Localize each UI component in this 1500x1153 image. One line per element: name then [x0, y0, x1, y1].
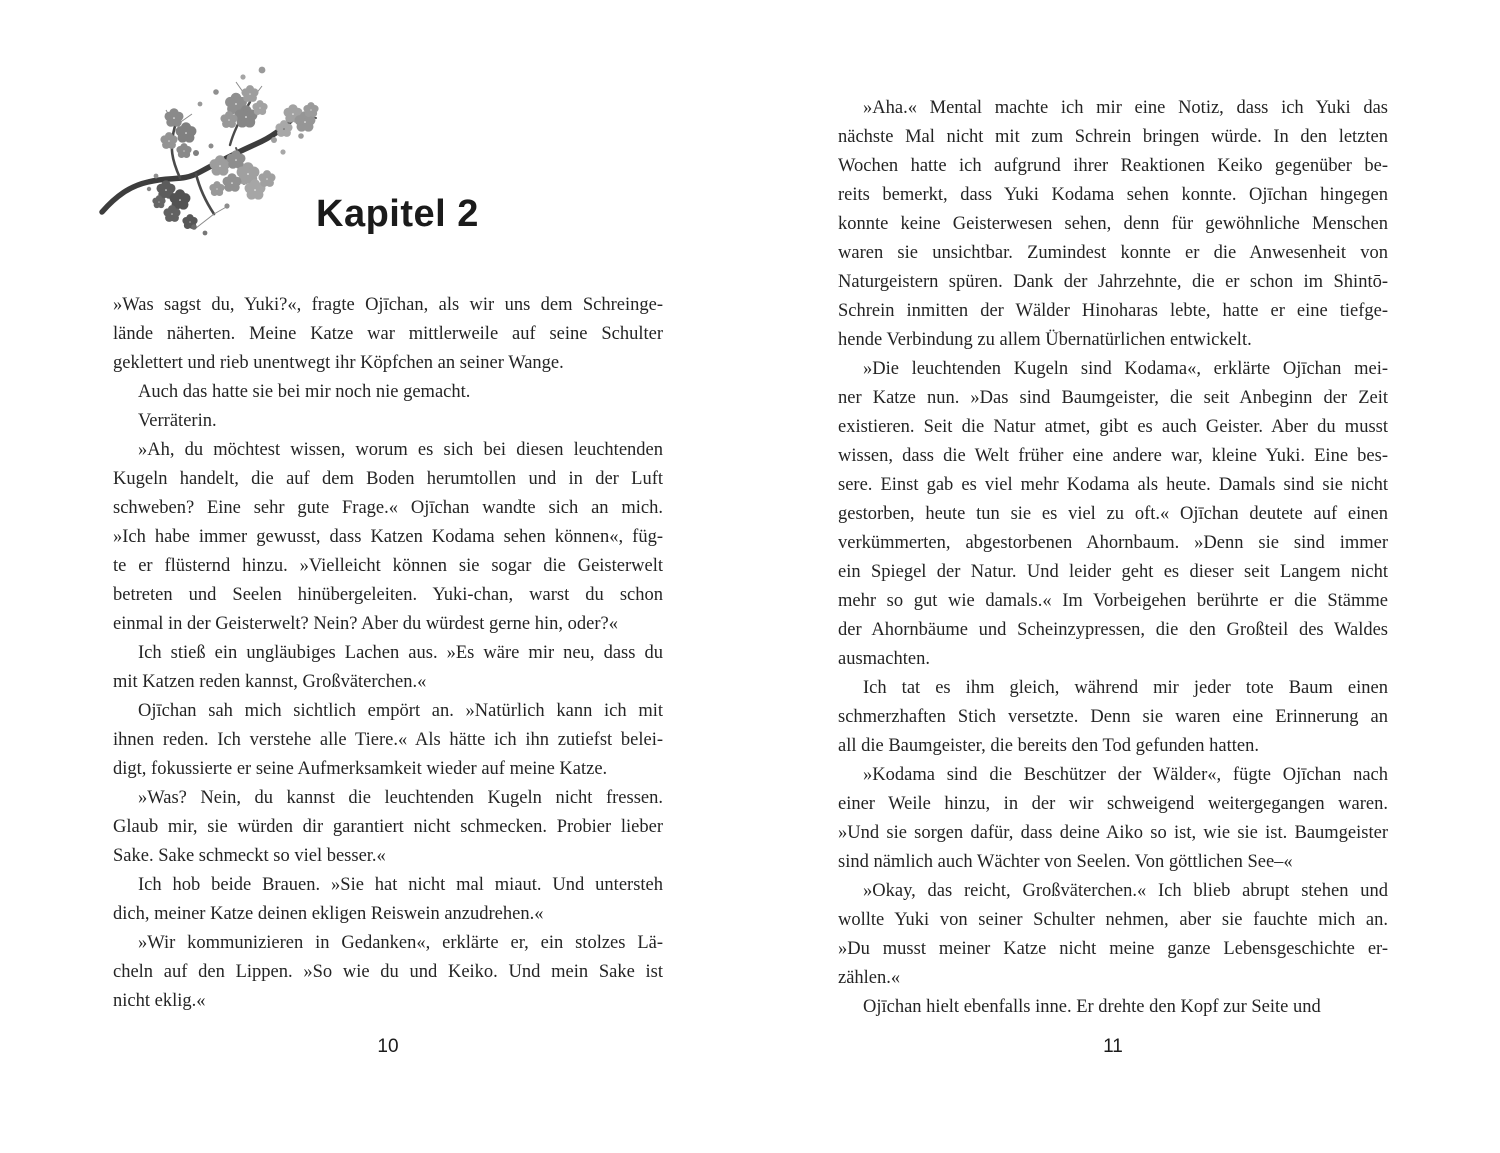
text-line: »Ah, du möchtest wissen, worum es sich bei diesen leuchtenden [138, 440, 663, 460]
text-line: schmerzhaften Stich versetzte. Denn sie waren eine Erinnerung an [838, 707, 1388, 727]
left-page-text [113, 291, 663, 1016]
text-line: Schrein inmitten der Wälder Hinoharas lebte, hatte er eine tiefge- [838, 301, 1388, 321]
text-line: all die Baumgeister, die bereits den Tod gefunden hatten. [838, 736, 1259, 756]
text-line: Naturgeistern spüren. Dank der Jahrzehnte, die er schon im Shintō- [838, 272, 1388, 292]
text-line: reits bemerkt, dass Yuki Kodama sehen konnte. Ojīchan hingegen [838, 185, 1388, 205]
text-line: hende Verbindung zu allem Übernatürlichen entwickelt. [838, 330, 1252, 350]
text-line: Ich hob beide Brauen. »Sie hat nicht mal miaut. Und untersteh [138, 875, 663, 895]
text-line: te er flüsternd hinzu. »Vielleicht können sie sogar die Geisterwelt [113, 556, 663, 576]
text-line: waren sie unsichtbar. Zumindest konnte er die Anwesenheit von [838, 243, 1388, 263]
text-line: schweben? Eine sehr gute Frage.« Ojīchan wandte sich an mich. [113, 498, 663, 518]
text-line: mehr so gut wie damals.« Im Vorbeigehen berührte er die Stämme [838, 591, 1388, 611]
text-line: gestorben, heute tun sie es viel zu oft.« Ojīchan deutete auf einen [838, 504, 1388, 524]
text-line: nächste Mal nicht mit zum Schrein bringen würde. In den letzten [838, 127, 1388, 147]
text-line: »Wir kommunizieren in Gedanken«, erklärte er, ein stolzes Lä- [138, 933, 663, 953]
right-page-text [838, 94, 1388, 1022]
text-line: wollte Yuki von seiner Schulter nehmen, aber sie fauchte mich an. [838, 910, 1388, 930]
text-line: Ich tat es ihm gleich, während mir jeder tote Baum einen [863, 678, 1388, 698]
text-line: sind nämlich auch Wächter von Seelen. Von göttlichen See–« [838, 852, 1293, 872]
text-line: »Und sie sorgen dafür, dass deine Aiko so ist, wie sie ist. Baumgeister [838, 823, 1388, 843]
text-line: »Du musst meiner Katze nicht meine ganze Lebensgeschichte er- [838, 939, 1388, 959]
text-line: »Kodama sind die Beschützer der Wälder«, fügte Ojīchan nach [863, 765, 1388, 785]
text-line: Glaub mir, sie würden dir garantiert nicht schmecken. Probier lieber [113, 817, 663, 837]
text-line: wissen, dass die Welt früher eine andere war, kleine Yuki. Eine bes- [838, 446, 1388, 466]
chapter-heading: Kapitel 2 [316, 193, 479, 235]
text-line: lände näherten. Meine Katze war mittlerweile auf seine Schulter [113, 324, 663, 344]
cherry-blossom-branch-illustration [96, 56, 332, 240]
text-line: Kugeln handelt, die auf dem Boden herumtollen und in der Luft [113, 469, 663, 489]
text-line: »Was sagst du, Yuki?«, fragte Ojīchan, als wir uns dem Schreinge- [113, 295, 663, 315]
text-line: mit Katzen reden kannst, Großväterchen.« [113, 672, 427, 692]
text-line: nicht eklig.« [113, 991, 206, 1011]
text-line: Auch das hatte sie bei mir noch nie gemacht. [138, 382, 471, 402]
text-line: geklettert und rieb unentwegt ihr Köpfchen an seiner Wange. [113, 353, 564, 373]
text-line: Ich stieß ein ungläubiges Lachen aus. »Es wäre mir neu, dass du [138, 643, 663, 663]
text-line: »Die leuchtenden Kugeln sind Kodama«, erklärte Ojīchan mei- [863, 359, 1388, 379]
text-line: verkümmerten, abgestorbenen Ahornbaum. »Denn sie sind immer [838, 533, 1388, 553]
text-line: konnte keine Geisterwesen sehen, denn für gewöhnliche Menschen [838, 214, 1388, 234]
text-line: ausmachten. [838, 649, 930, 669]
text-line: der Ahornbäume und Scheinzypressen, die den Großteil des Waldes [838, 620, 1388, 640]
text-line: einer Weile hinzu, in der wir schweigend weitergegangen waren. [838, 794, 1388, 814]
text-line: Ojīchan hielt ebenfalls inne. Er drehte den Kopf zur Seite und [863, 997, 1321, 1017]
text-line: ner Katze nun. »Das sind Baumgeister, die seit Anbeginn der Zeit [838, 388, 1388, 408]
text-line: dich, meiner Katze deinen ekligen Reiswein anzudrehen.« [113, 904, 544, 924]
text-line: digt, fokussierte er seine Aufmerksamkeit wieder auf meine Katze. [113, 759, 608, 779]
text-line: Ojīchan sah mich sichtlich empört an. »Natürlich kann ich mit [138, 701, 663, 721]
text-line: sere. Einst gab es viel mehr Kodama als heute. Damals sind sie nicht [838, 475, 1388, 495]
text-line: einmal in der Geisterwelt? Nein? Aber du würdest gerne hin, oder?« [113, 614, 618, 634]
text-line: ihnen reden. Ich verstehe alle Tiere.« Als hätte ich ihn zutiefst belei- [113, 730, 663, 750]
text-line: »Was? Nein, du kannst die leuchtenden Kugeln nicht fressen. [138, 788, 663, 808]
text-line: zählen.« [838, 968, 901, 988]
text-line: »Okay, das reicht, Großväterchen.« Ich blieb abrupt stehen und [863, 881, 1388, 901]
text-line: Verräterin. [138, 411, 217, 431]
text-line: »Aha.« Mental machte ich mir eine Notiz, dass ich Yuki das [863, 98, 1388, 118]
text-line: Sake. Sake schmeckt so viel besser.« [113, 846, 386, 866]
text-line: Wochen hatte ich aufgrund ihrer Reaktionen Keiko gegenüber be- [838, 156, 1388, 176]
text-line: existieren. Seit die Natur atmet, gibt es auch Geister. Aber du musst [838, 417, 1388, 437]
text-line: »Ich habe immer gewusst, dass Katzen Kodama sehen können«, füg- [113, 527, 663, 547]
text-line: ein Spiegel der Natur. Und leider geht es dieser seit Langem nicht [838, 562, 1388, 582]
text-line: betreten und Seelen hinübergeleiten. Yuki-chan, warst du schon [113, 585, 663, 605]
page-number-left: 10 [377, 1036, 399, 1057]
text-line: cheln auf den Lippen. »So wie du und Keiko. Und mein Sake ist [113, 962, 663, 982]
page-number-right: 11 [1103, 1036, 1123, 1057]
